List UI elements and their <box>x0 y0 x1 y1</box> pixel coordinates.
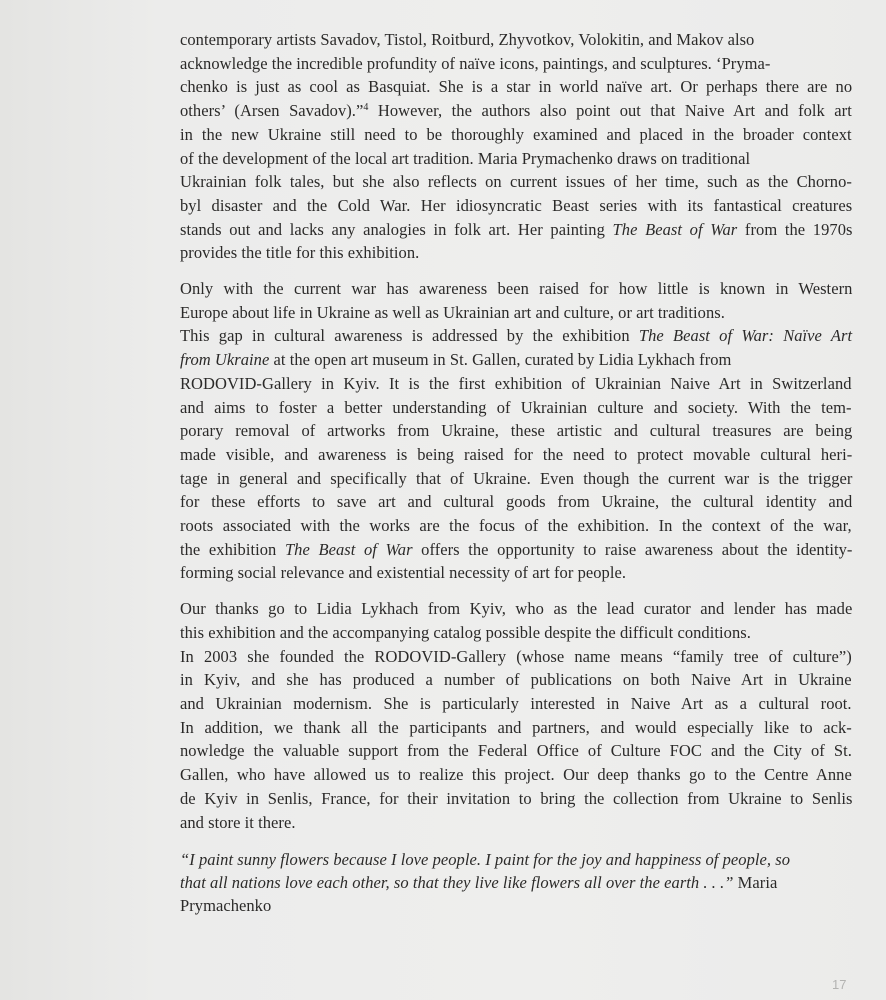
text-run: porary removal of artworks from Ukraine, these artistic and cultural treasures are being <box>180 421 853 441</box>
closing-quote <box>180 848 852 917</box>
text-line <box>180 372 852 396</box>
page-number: 17 <box>832 977 847 992</box>
text-line <box>180 218 852 242</box>
italic-title: that all nations love each other, so that they live like flowers all over the earth . . .” <box>180 873 734 893</box>
quote-line <box>180 871 852 894</box>
text-line <box>180 277 852 301</box>
text-line <box>180 419 852 443</box>
text-run: made visible, and awareness is being raised for the need to protect movable cultural heri- <box>180 444 853 464</box>
text-line <box>180 739 852 763</box>
text-run: chenko is just as cool as Basquiat. She is a star in world naïve art. Or perhaps there are no <box>180 77 853 97</box>
text-line <box>180 28 852 52</box>
text-run: provides the title for this exhibition. <box>180 243 420 263</box>
text-line <box>180 241 852 265</box>
text-run: Only with the current war has awareness been raised for how little is known in Western <box>180 279 853 299</box>
text-line <box>180 467 852 491</box>
text-run: this exhibition and the accompanying catalog possible despite the difficult conditions. <box>180 622 751 642</box>
text-run: from the 1970s <box>737 219 853 239</box>
quote-line <box>180 848 852 871</box>
text-run: Ukrainian folk tales, but she also reflects on current issues of her time, such as the Chorno- <box>180 172 852 192</box>
text-run: roots associated with the works are the focus of the exhibition. In the context of the war, <box>180 516 852 536</box>
text-line <box>180 692 852 716</box>
text-line <box>180 597 852 621</box>
text-line <box>180 170 852 194</box>
text-line <box>180 538 852 562</box>
text-run: tage in general and specifically that of Ukraine. Even though the current war is the trigger <box>180 468 853 488</box>
text-run: acknowledge the incredible profundity of naïve icons, paintings, and sculptures. ‘Pryma- <box>180 53 771 73</box>
text-line <box>180 645 852 669</box>
text-line <box>180 324 852 348</box>
text-line <box>180 763 852 787</box>
italic-title: “I paint sunny flowers because I love people. I paint for the joy and happiness of people, so <box>180 850 791 870</box>
text-line <box>180 443 852 467</box>
text-run: Prymachenko <box>180 896 272 916</box>
text-line <box>180 396 852 420</box>
text-line <box>180 490 852 514</box>
text-line <box>180 147 852 171</box>
body-paragraph <box>180 277 852 585</box>
text-run: in Kyiv, and she has produced a number of publications on both Naive Art in Ukraine <box>180 670 852 690</box>
text-line <box>180 348 852 372</box>
quote-line <box>180 894 852 917</box>
text-run: offers the opportunity to raise awareness about the identity- <box>412 539 853 559</box>
text-run: However, the authors also point out that Naive Art and folk art <box>368 101 852 121</box>
text-run: and aims to foster a better understanding of Ukrainian culture and society. With the tem- <box>180 397 852 417</box>
text-line <box>180 621 852 645</box>
text-line <box>180 561 852 585</box>
text-run: of the development of the local art tradition. Maria Prymachenko draws on traditional <box>180 148 751 168</box>
text-line <box>180 301 852 325</box>
text-run: at the open art museum in St. Gallen, curated by Lidia Lykhach from <box>269 350 732 370</box>
text-line <box>180 716 852 740</box>
italic-title: The Beast of War <box>284 539 413 559</box>
text-line <box>180 811 852 835</box>
italic-title: from Ukraine <box>180 350 270 370</box>
text-run: Gallen, who have allowed us to realize this project. Our deep thanks go to the Centre Anne <box>180 765 852 785</box>
text-run: and store it there. <box>180 812 296 832</box>
text-line <box>180 75 852 99</box>
text-line <box>180 514 852 538</box>
text-run: de Kyiv in Senlis, France, for their invitation to bring the collection from Ukraine to Senlis <box>180 788 853 808</box>
body-paragraph <box>180 28 852 265</box>
footnote-reference: 4 <box>363 102 369 114</box>
text-run: and Ukrainian modernism. She is particularly interested in Naive Art as a cultural root. <box>180 693 852 713</box>
body-paragraph <box>180 597 852 834</box>
italic-title: The Beast of War <box>612 219 738 239</box>
text-line <box>180 123 852 147</box>
text-run: others’ (Arsen Savadov).” <box>180 101 364 121</box>
text-run: RODOVID-Gallery in Kyiv. It is the first exhibition of Ukrainian Naive Art in Switzerland <box>180 373 852 393</box>
text-run: in the new Ukraine still need to be thoroughly examined and placed in the broader context <box>180 124 852 144</box>
text-run: contemporary artists Savadov, Tistol, Roitburd, Zhyvotkov, Volokitin, and Makov also <box>180 30 755 49</box>
text-run: This gap in cultural awareness is addressed by the exhibition <box>180 326 639 346</box>
text-run: for these efforts to save art and cultural goods from Ukraine, the cultural identity and <box>180 492 853 512</box>
text-line <box>180 52 852 76</box>
italic-title: The Beast of War: Naïve Art <box>638 326 853 346</box>
text-run: Maria <box>733 873 778 893</box>
text-run: the exhibition <box>180 539 285 559</box>
text-run: forming social relevance and existential necessity of art for people. <box>180 563 627 583</box>
text-run: Europe about life in Ukraine as well as Ukrainian art and culture, or art traditions. <box>180 302 725 322</box>
text-run: Our thanks go to Lidia Lykhach from Kyiv, who as the lead curator and lender has made <box>180 599 853 619</box>
text-line <box>180 787 852 811</box>
text-line <box>180 99 852 123</box>
text-run: stands out and lacks any analogies in folk art. Her painting <box>180 219 613 239</box>
text-line <box>180 668 852 692</box>
text-run: nowledge the valuable support from the Federal Office of Culture FOC and the City of St. <box>180 741 852 761</box>
text-run: byl disaster and the Cold War. Her idiosyncratic Beast series with its fantastical creatures <box>180 195 853 215</box>
text-line <box>180 194 852 218</box>
text-run: In 2003 she founded the RODOVID-Gallery (whose name means “family tree of culture”) <box>180 646 852 666</box>
body-text-column <box>180 28 852 917</box>
text-run: In addition, we thank all the participants and partners, and would especially like to ack- <box>180 717 852 737</box>
